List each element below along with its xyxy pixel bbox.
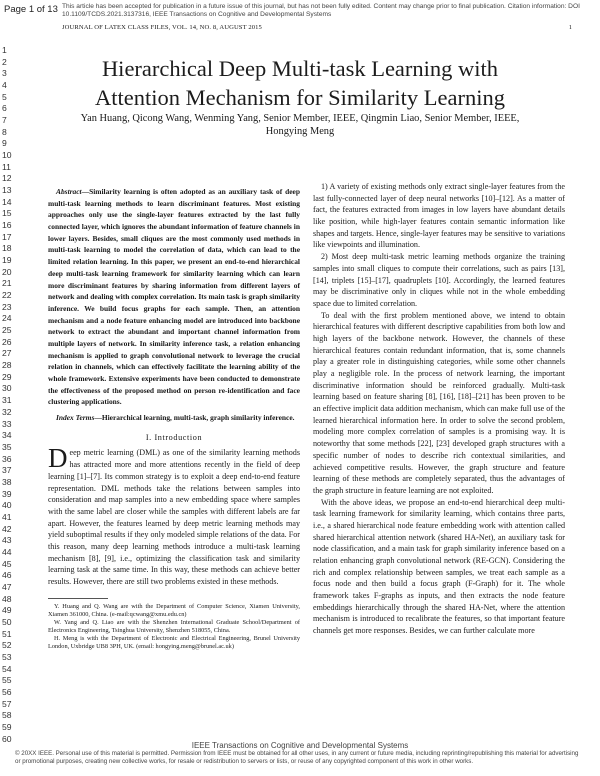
line-number: 41	[2, 511, 12, 522]
line-number: 50	[2, 616, 12, 627]
line-number: 47	[2, 581, 12, 592]
line-number: 54	[2, 663, 12, 674]
approach-paragraph: To deal with the first problem mentioned above, we intend to obtain hierarchical features with different descriptive capabilities from both low and high layers of the backbone network. However, the channels of these hierarchical features contain redundant information, that is, some channels play a greater role in distinguishing categories, while some other channels play a negligible role. In the process of network learning, the important discriminative information should be reinforced gradually. Multi-task learning based on feature sharing [8], [16], [18]–[21] has been proven to be an effective implicit data addition mechanism, which can make full use of the learned hierarchical information here. In order to solve the second problem, modeling more complex correlation of samples is a promising way. It is noteworthy that some methods [22], [23] developed graph structures with a specific number of nodes to describe rich contextual similarities, and achieved competitive results. However, the graph structure and feature learning of these methods are completely separated, thus the advantages of the graph structure in feature learning are not exploited.	[313, 310, 565, 495]
line-number: 52	[2, 640, 12, 651]
line-number: 33	[2, 418, 12, 429]
footnote-1: Y. Huang and Q. Wang are with the Department of Computer Science, Xiamen University, Xiamen 361000, China. (e-mail:qcwang@xmu.edu.cn)	[48, 602, 300, 618]
problem-1-paragraph: 1) A variety of existing methods only extract single-layer features from the last fully-connected layer of deep neural networks [10]–[12]. As a matter of fact, the features extracted from images in low layers have abundant details like position, while high-layer features contain semantic information like shapes and targets. Hence, single-layer features may be sensitive to variations like viewpoints and illumination.	[313, 182, 565, 250]
line-number: 8	[2, 126, 7, 137]
line-number: 26	[2, 336, 12, 347]
line-number: 34	[2, 430, 12, 441]
line-number: 11	[2, 161, 11, 172]
line-number: 1	[2, 45, 7, 55]
line-number: 14	[2, 196, 12, 207]
line-number: 27	[2, 348, 12, 359]
line-number: 45	[2, 558, 12, 569]
line-number: 7	[2, 115, 7, 126]
right-column	[313, 181, 565, 637]
line-number: 38	[2, 476, 12, 487]
line-number: 28	[2, 360, 12, 371]
line-number: 56	[2, 686, 12, 697]
title-line-2: Attention Mechanism for Similarity Learning	[95, 85, 505, 110]
line-number: 57	[2, 698, 12, 709]
paper-title	[40, 54, 560, 112]
authors-line-2: Hongying Meng	[265, 126, 335, 137]
page-footer	[0, 741, 600, 765]
line-number: 51	[2, 628, 12, 639]
line-number: 30	[2, 383, 12, 394]
line-number: 23	[2, 301, 12, 312]
footnote-2: W. Yang and Q. Liao are with the Shenzhen International Graduate School/Department of Electronics Engineering, Tsinghua University, Shenzhen 518055, China.	[48, 618, 300, 634]
line-number: 5	[2, 91, 7, 102]
section-heading: I. Introduction	[145, 432, 203, 442]
line-number: 17	[2, 231, 12, 242]
line-number: 25	[2, 325, 12, 336]
line-number: 36	[2, 453, 12, 464]
line-number: 32	[2, 406, 12, 417]
line-number: 44	[2, 546, 12, 557]
footer-copyright: © 20XX IEEE. Personal use of this material is permitted. Permission from IEEE must be obtained for all other uses, in any current or future media, including reprinting/republishing this material for advertising or promotional purposes, creating new collective works, for resale or redistribution to servers or lists, or reuse of any copyrighted component of this work in other works.	[15, 750, 579, 765]
index-terms	[48, 412, 300, 424]
page-number: 1	[568, 24, 572, 31]
abstract-text: —Similarity learning is often adopted as an auxiliary task of deep multi-task learning methods to learn discriminant features. Most existing approaches only use the single-layer features extracted by the last fully connected layer, which ignores the abundant information of feature channels in lower layers. Besides, small cliques are the most commonly used methods in multi-task learning to model the correlation of data, which can lead to the limited relation learning. In this paper, we present an end-to-end hierarchical deep multi-task learning framework for similarity learning which can learn more discriminant features by sharing information from different layers of network and dealing with complex correlation. Its main task is graph similarity inference. We build focus graphs for each sample. Then, an attention mechanism and a node feature enhancing model are introduced into backbone network to extract the abundant and important channel information from multiple layers of network. In similarity inference task, a relation enhancing mechanism is applied to graph convolutional network to leverage the crucial relation in channels, which can effectively facilitate the learning ability of the whole framework. Extensive experiments have been conducted to demonstrate the effectiveness of the proposed method on person re-identification and face clustering applications.	[48, 187, 300, 407]
page-header	[0, 0, 600, 30]
line-number: 43	[2, 535, 12, 546]
journal-header: JOURNAL OF LATEX CLASS FILES, VOL. 14, NO. 8, AUGUST 2015	[62, 24, 262, 31]
line-number: 3	[2, 68, 7, 79]
line-number: 39	[2, 488, 12, 499]
intro-paragraph: Deep metric learning (DML) as one of the similarity learning methods has attracted more and more attentions recently in the field of deep learning [1]–[7]. Its common strategy is to exploit a deep end-to-end feature representation. DML methods take the relations between samples into consideration and map samples into a new embedding space where samples with the same label are closer while the samples with different labels are far apart. However, the features learned by deep metric learning methods may yield suboptimal results if they only modeled simple relations of the data. For this reason, many deep learning methods introduce a multi-task learning mechanism [8], [9], i.e., optimizing the classification task and similarity learning task at the same time. In this way, these methods can achieve better results. However, there are still two problems existed in these methods.	[48, 443, 300, 586]
line-number: 24	[2, 313, 12, 324]
line-number: 48	[2, 593, 12, 604]
line-number: 20	[2, 266, 12, 277]
line-number: 55	[2, 675, 12, 686]
line-number-margin	[2, 45, 24, 745]
authors-line-1: Yan Huang, Qicong Wang, Wenming Yang, Senior Member, IEEE, Qingmin Liao, Senior Member, IEEE,	[80, 113, 520, 124]
line-number: 18	[2, 243, 12, 254]
line-number: 29	[2, 371, 12, 382]
problem-2-paragraph: 2) Most deep multi-task metric learning methods organize the training samples into small cliques to compute their correlations, such as pairs [13], [14], triplets [15]–[17], quadruplets [10]. Accordingly, the learned features may be discriminative only in cliques while not in the whole embedding space due to limited correlation.	[313, 252, 565, 308]
abstract	[48, 186, 300, 408]
line-number: 40	[2, 500, 12, 511]
footnote-divider	[48, 598, 108, 599]
page-count: Page 1 of 13	[4, 4, 58, 15]
line-number: 59	[2, 721, 12, 732]
line-number: 12	[2, 173, 12, 184]
line-number: 15	[2, 208, 12, 219]
line-number: 31	[2, 395, 12, 406]
line-number: 2	[2, 56, 7, 67]
line-number: 13	[2, 185, 12, 196]
line-number: 10	[2, 150, 12, 161]
publication-notice: This article has been accepted for publication in a future issue of this journal, but has not been fully edited. Content may change prior to final publication. Citation information: DOI 10.1109/TCDS.2021.3137316, IEEE Transactions on Cognitive and Developmental Systems	[62, 3, 580, 18]
author-list	[40, 112, 560, 138]
line-number: 16	[2, 220, 12, 231]
line-number: 19	[2, 255, 12, 266]
line-number: 37	[2, 465, 12, 476]
line-number: 4	[2, 80, 7, 91]
line-number: 58	[2, 710, 12, 721]
index-terms-label: Index Terms	[56, 413, 95, 423]
line-number: 60	[2, 733, 12, 744]
line-number: 35	[2, 441, 12, 452]
abstract-label: Abstract	[56, 187, 82, 196]
left-column	[48, 186, 300, 651]
line-number: 21	[2, 278, 12, 289]
title-line-1: Hierarchical Deep Multi-task Learning with	[101, 56, 499, 81]
line-number: 53	[2, 651, 12, 662]
line-number: 46	[2, 570, 12, 581]
framework-paragraph: With the above ideas, we propose an end-to-end hierarchical deep multi-task learning framework for similarity learning, which contains three parts, i.e., a shared hierarchical node feature embedding work with attention called shared hierarchical attention network (shared HA-Net), an auxiliary task for node classification, and a main task for graph similarity inference based on a relation enhancing graph convolutional network (RE-GCN). Considering the rich and complex relationship between samples, we treat each sample as a focus node and then build a focus graph (F-Graph) for it. The whole framework takes F-graphs as inputs, and then extracts the node feature embeddings hierarchically through the shared HA-Net, where the attention mechanism is introduced to recalibrate the features, so that important feature channels get more responses. Besides, we can further calculate more	[313, 497, 565, 636]
line-number: 42	[2, 523, 12, 534]
line-number: 22	[2, 290, 12, 301]
index-terms-text: —Hierarchical learning, multi-task, graph similarity inference.	[94, 413, 295, 423]
footnote-3: H. Meng is with the Department of Electronic and Electrical Engineering, Brunel University London, Uxbridge UB8 3PH, UK. (email: hongying.meng@brunel.ac.uk)	[48, 634, 300, 650]
footer-journal-name: IEEE Transactions on Cognitive and Developmental Systems	[191, 741, 409, 750]
line-number: 9	[2, 138, 7, 149]
line-number: 6	[2, 103, 7, 114]
line-number: 49	[2, 605, 12, 616]
